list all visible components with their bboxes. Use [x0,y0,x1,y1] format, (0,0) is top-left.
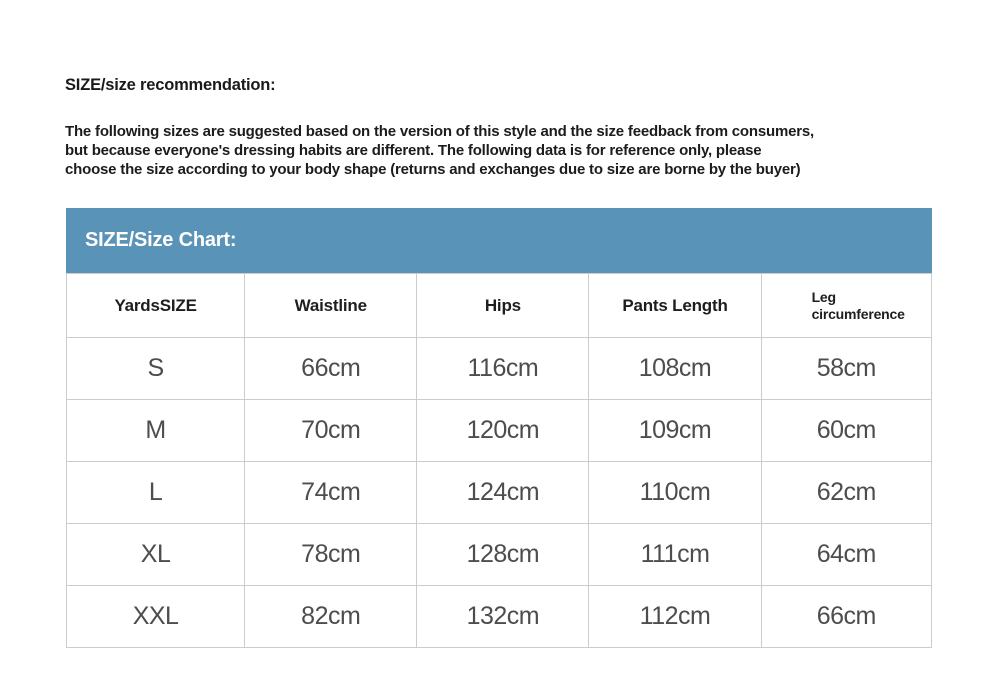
size-chart-banner-title: SIZE/Size Chart: [85,229,237,251]
pants-length-cell: 112cm [589,586,761,648]
hips-cell: 132cm [417,586,589,648]
column-header-pants-length: Pants Length [589,274,761,338]
size-cell: XL [67,524,245,586]
size-chart-table [66,273,932,648]
intro-line: choose the size according to your body shape (returns and exchanges due to size are borne by the buyer) [65,161,801,178]
waistline-cell: 66cm [245,338,417,400]
hips-cell: 120cm [417,400,589,462]
hips-cell: 116cm [417,338,589,400]
header-row [67,274,932,338]
size-cell: L [67,462,245,524]
column-header-waistline: Waistline [245,274,417,338]
table-row [67,400,932,462]
waistline-cell: 82cm [245,586,417,648]
hips-cell: 124cm [417,462,589,524]
table-row [67,462,932,524]
leg-circumference-cell: 58cm [761,338,931,400]
leg-circumference-cell: 60cm [761,400,931,462]
page-title: SIZE/size recommendation: [65,76,276,94]
waistline-cell: 78cm [245,524,417,586]
hips-cell: 128cm [417,524,589,586]
column-header-hips: Hips [417,274,589,338]
pants-length-cell: 109cm [589,400,761,462]
size-cell: M [67,400,245,462]
intro-paragraph [65,122,945,179]
waistline-cell: 70cm [245,400,417,462]
pants-length-cell: 110cm [589,462,761,524]
table-row [67,524,932,586]
pants-length-cell: 111cm [589,524,761,586]
column-header-size: YardsSIZE [67,274,245,338]
intro-line: but because everyone's dressing habits are different. The following data is for reference only, please [65,142,762,159]
waistline-cell: 74cm [245,462,417,524]
intro-line: The following sizes are suggested based on the version of this style and the size feedback from consumers, [65,123,814,140]
table-row [67,586,932,648]
table-row [67,338,932,400]
leg-circumference-cell: 62cm [761,462,931,524]
size-cell: XXL [67,586,245,648]
leg-circumference-cell: 64cm [761,524,931,586]
pants-length-cell: 108cm [589,338,761,400]
leg-circumference-cell: 66cm [761,586,931,648]
size-chart-banner [66,208,932,273]
size-cell: S [67,338,245,400]
column-header-leg-circumference: Leg circumference [761,274,931,338]
